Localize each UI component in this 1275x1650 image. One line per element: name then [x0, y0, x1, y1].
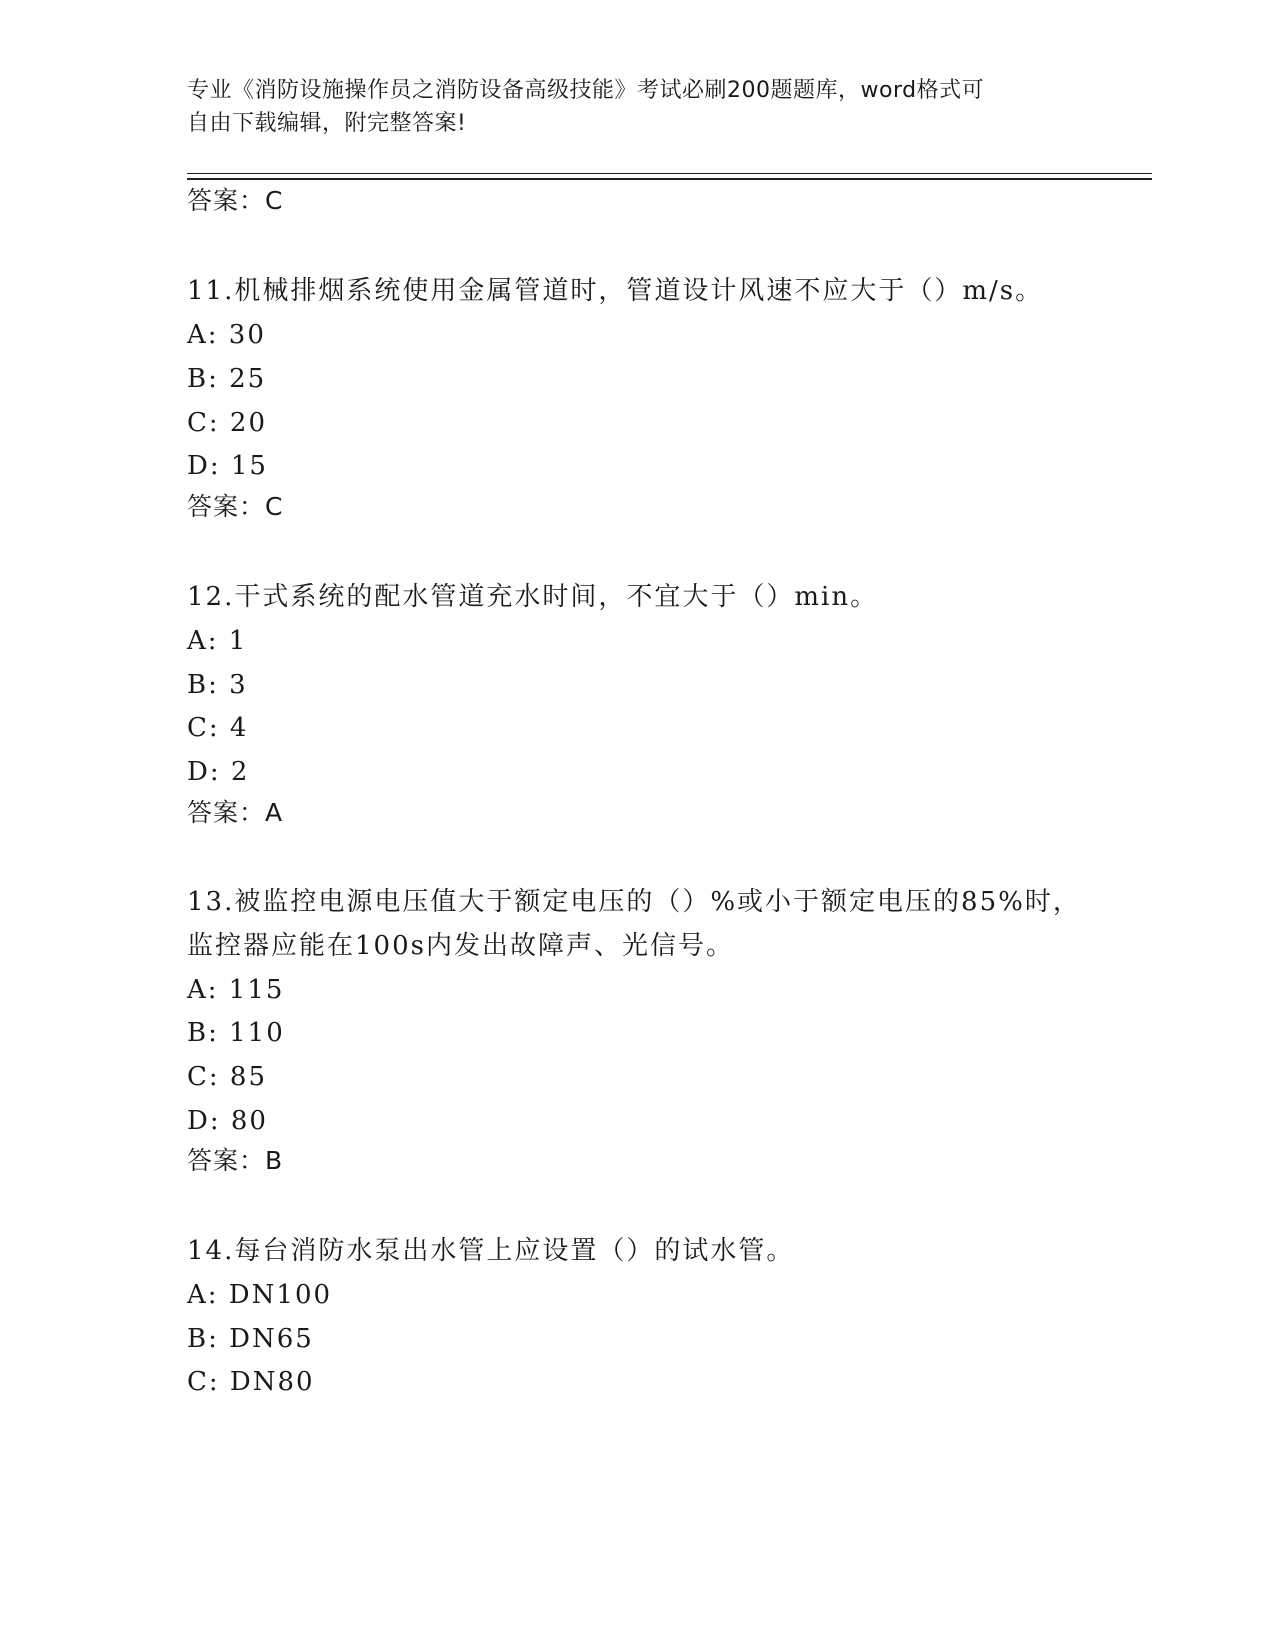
header-divider-thick [187, 178, 1152, 180]
answer: 答案：B [187, 1146, 284, 1175]
option: A: DN100 [187, 1280, 333, 1310]
question-stem: 11.机械排烟系统使用金属管道时，管道设计风速不应大于（）m/s。 [187, 276, 1044, 306]
option: A: 115 [187, 975, 285, 1005]
option: B: 3 [187, 670, 248, 700]
question-stem-line-1: 13.被监控电源电压值大于额定电压的（）%或小于额定电压的85%时， [187, 887, 1081, 917]
question-stem-line-2: 监控器应能在100s内发出故障声、光信号。 [187, 931, 734, 961]
option: A: 1 [187, 626, 248, 656]
option: D: 15 [187, 451, 268, 481]
document-header [187, 74, 1067, 140]
option: C: 20 [187, 408, 268, 438]
header-line-1: 专业《消防设施操作员之消防设备高级技能》考试必刷200题题库，word格式可 [187, 78, 985, 103]
option: B: 110 [187, 1018, 285, 1048]
option: B: 25 [187, 364, 267, 394]
previous-answer: 答案：C [187, 186, 284, 215]
header-divider-thin [187, 173, 1152, 174]
option: B: DN65 [187, 1324, 314, 1354]
option: C: DN80 [187, 1367, 315, 1397]
question-stem: 12.干式系统的配水管道充水时间，不宜大于（）min。 [187, 582, 879, 612]
option: C: 85 [187, 1062, 268, 1092]
answer: 答案：C [187, 492, 284, 521]
question-stem: 14.每台消防水泵出水管上应设置（）的试水管。 [187, 1236, 795, 1266]
option: C: 4 [187, 713, 249, 743]
answer: 答案：A [187, 798, 284, 827]
option: A: 30 [187, 320, 266, 350]
option: D: 80 [187, 1106, 268, 1136]
option: D: 2 [187, 757, 250, 787]
header-line-2: 自由下载编辑，附完整答案! [187, 111, 467, 136]
